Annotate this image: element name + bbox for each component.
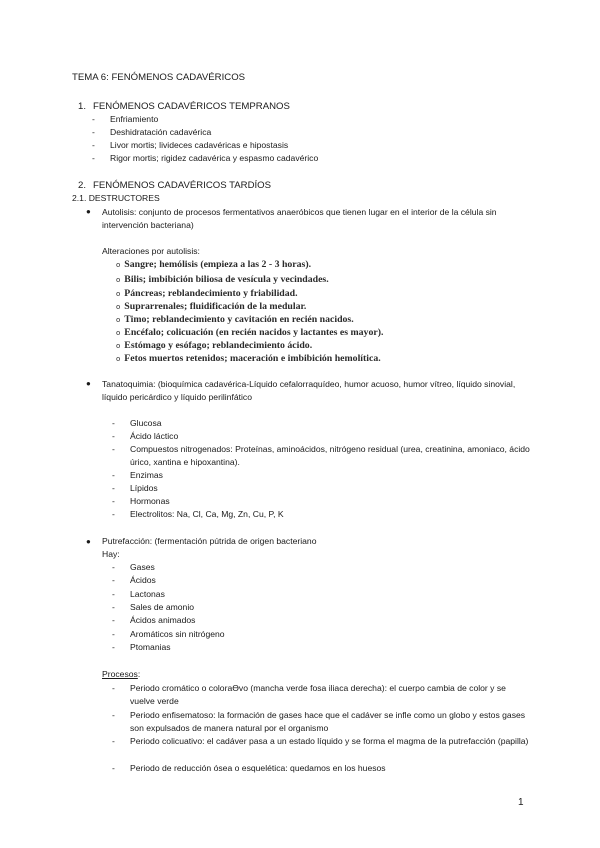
bullet-icon: ● [86, 207, 91, 216]
tanatoquimia-paragraph: Tanatoquimia: (bioquímica cadavérica-Líquido cefalorraquídeo, humor acuoso, humor vítreo, líquido sinovial, líquido pericárdico y líquido perilinfático [102, 379, 516, 402]
list-dash: - [92, 140, 95, 150]
list-item: Compuestos nitrogenados: Proteínas, aminoácidos, nitrógeno residual (urea, creatinina, amoniaco, ácido úrico, xantina e hipoxantina). [130, 444, 530, 467]
list-dash: - [112, 444, 115, 454]
putrefaccion-paragraph: Putrefacción: (fermentación pútrida de origen bacteriano [102, 536, 317, 546]
list-item: Periodo colicuativo: el cadáver pasa a un estado líquido y se forma el magma de la putrefacción (papilla) [130, 736, 529, 746]
page-number: 1 [518, 797, 524, 808]
bullet-icon: ● [86, 379, 91, 388]
list-item: o Encéfalo; colicuación (en recién nacidos y lactantes es mayor). [116, 327, 384, 338]
list-item: o Fetos muertos retenidos; maceración e imbibición hemolítica. [116, 353, 381, 364]
list-item: Hormonas [130, 496, 170, 506]
list-dash: - [112, 562, 115, 572]
page-title: TEMA 6: FENÓMENOS CADAVÉRICOS [72, 72, 246, 83]
list-dash: - [112, 615, 115, 625]
hay-label: Hay: [102, 549, 120, 559]
list-item: Ácido láctico [130, 431, 179, 441]
list-item: Livor mortis; livideces cadavéricas e hipostasis [110, 140, 289, 150]
list-item: Deshidratación cadavérica [110, 127, 212, 137]
bullet-icon: ● [86, 537, 91, 546]
section1-heading: FENÓMENOS CADAVÉRICOS TEMPRANOS [93, 101, 290, 112]
list-dash: - [112, 418, 115, 428]
list-item: Ptomanias [130, 642, 171, 652]
list-dash: - [112, 629, 115, 639]
list-item: Lactonas [130, 589, 165, 599]
list-dash: - [112, 509, 115, 519]
circle-bullet-icon: o [116, 316, 121, 324]
list-dash: - [112, 763, 115, 773]
list-dash: - [112, 683, 115, 693]
list-dash: - [112, 496, 115, 506]
section1-number: 1. [78, 101, 87, 112]
list-dash: - [112, 483, 115, 493]
list-item: Periodo cromático o coloraϴvo (mancha verde fosa iliaca derecha): el cuerpo cambia de color y se vuelve verde [130, 683, 506, 706]
list-item: Lípidos [130, 483, 158, 493]
list-dash: - [112, 602, 115, 612]
list-dash: - [92, 153, 95, 163]
list-item: Glucosa [130, 418, 162, 428]
procesos-label: Procesos: [102, 669, 141, 679]
circle-bullet-icon: o [116, 329, 121, 337]
list-dash: - [112, 736, 115, 746]
list-item: o Suprarrenales; fluidificación de la medular. [116, 301, 307, 312]
circle-bullet-icon: o [116, 290, 121, 298]
list-item: o Sangre; hemólisis (empieza a las 2 - 3 horas). [116, 259, 312, 270]
list-item: Ácidos [130, 575, 156, 585]
circle-bullet-icon: o [116, 276, 121, 284]
list-item: Rigor mortis; rigidez cadavérica y espasmo cadavérico [110, 153, 319, 163]
list-dash: - [92, 127, 95, 137]
circle-bullet-icon: o [116, 303, 121, 311]
alteraciones-label: Alteraciones por autolisis: [102, 246, 200, 256]
list-item: o Timo; reblandecimiento y cavitación en recién nacidos. [116, 314, 354, 325]
list-item: o Bilis; imbibición biliosa de vesícula y vecindades. [116, 274, 329, 285]
list-dash: - [112, 710, 115, 720]
section2-heading: FENÓMENOS CADAVÉRICOS TARDÍOS [93, 180, 272, 191]
list-item: Electrolitos: Na, Cl, Ca, Mg, Zn, Cu, P, K [130, 509, 284, 519]
list-dash: - [112, 642, 115, 652]
autolisis-paragraph: Autolisis: conjunto de procesos fermentativos anaeróbicos que tienen lugar en el interior de la célula sin intervención bacteriana) [102, 207, 497, 230]
section2-number: 2. [78, 180, 87, 191]
list-dash: - [112, 589, 115, 599]
list-item: o Estómago y esófago; reblandecimiento ácido. [116, 340, 313, 351]
list-item: Aromáticos sin nitrógeno [130, 629, 225, 639]
list-item: Enfriamiento [110, 114, 159, 124]
circle-bullet-icon: o [116, 261, 121, 269]
list-item: Periodo de reducción ósea o esquelética: quedamos en los huesos [130, 763, 386, 773]
list-item: Ácidos animados [130, 615, 196, 625]
list-item: Enzimas [130, 470, 163, 480]
list-item: Gases [130, 562, 155, 572]
list-item: Sales de amonio [130, 602, 195, 612]
circle-bullet-icon: o [116, 342, 121, 350]
list-dash: - [112, 575, 115, 585]
list-dash: - [112, 470, 115, 480]
list-item: Periodo enfisematoso: la formación de gases hace que el cadáver se infle como un globo y estos gases son expulsados de manera natural por el organismo [130, 710, 526, 733]
list-item: o Páncreas; reblandecimiento y friabilidad. [116, 288, 298, 299]
subsection-heading: 2.1. DESTRUCTORES [72, 193, 160, 203]
list-dash: - [92, 114, 95, 124]
list-dash: - [112, 431, 115, 441]
circle-bullet-icon: o [116, 355, 121, 363]
